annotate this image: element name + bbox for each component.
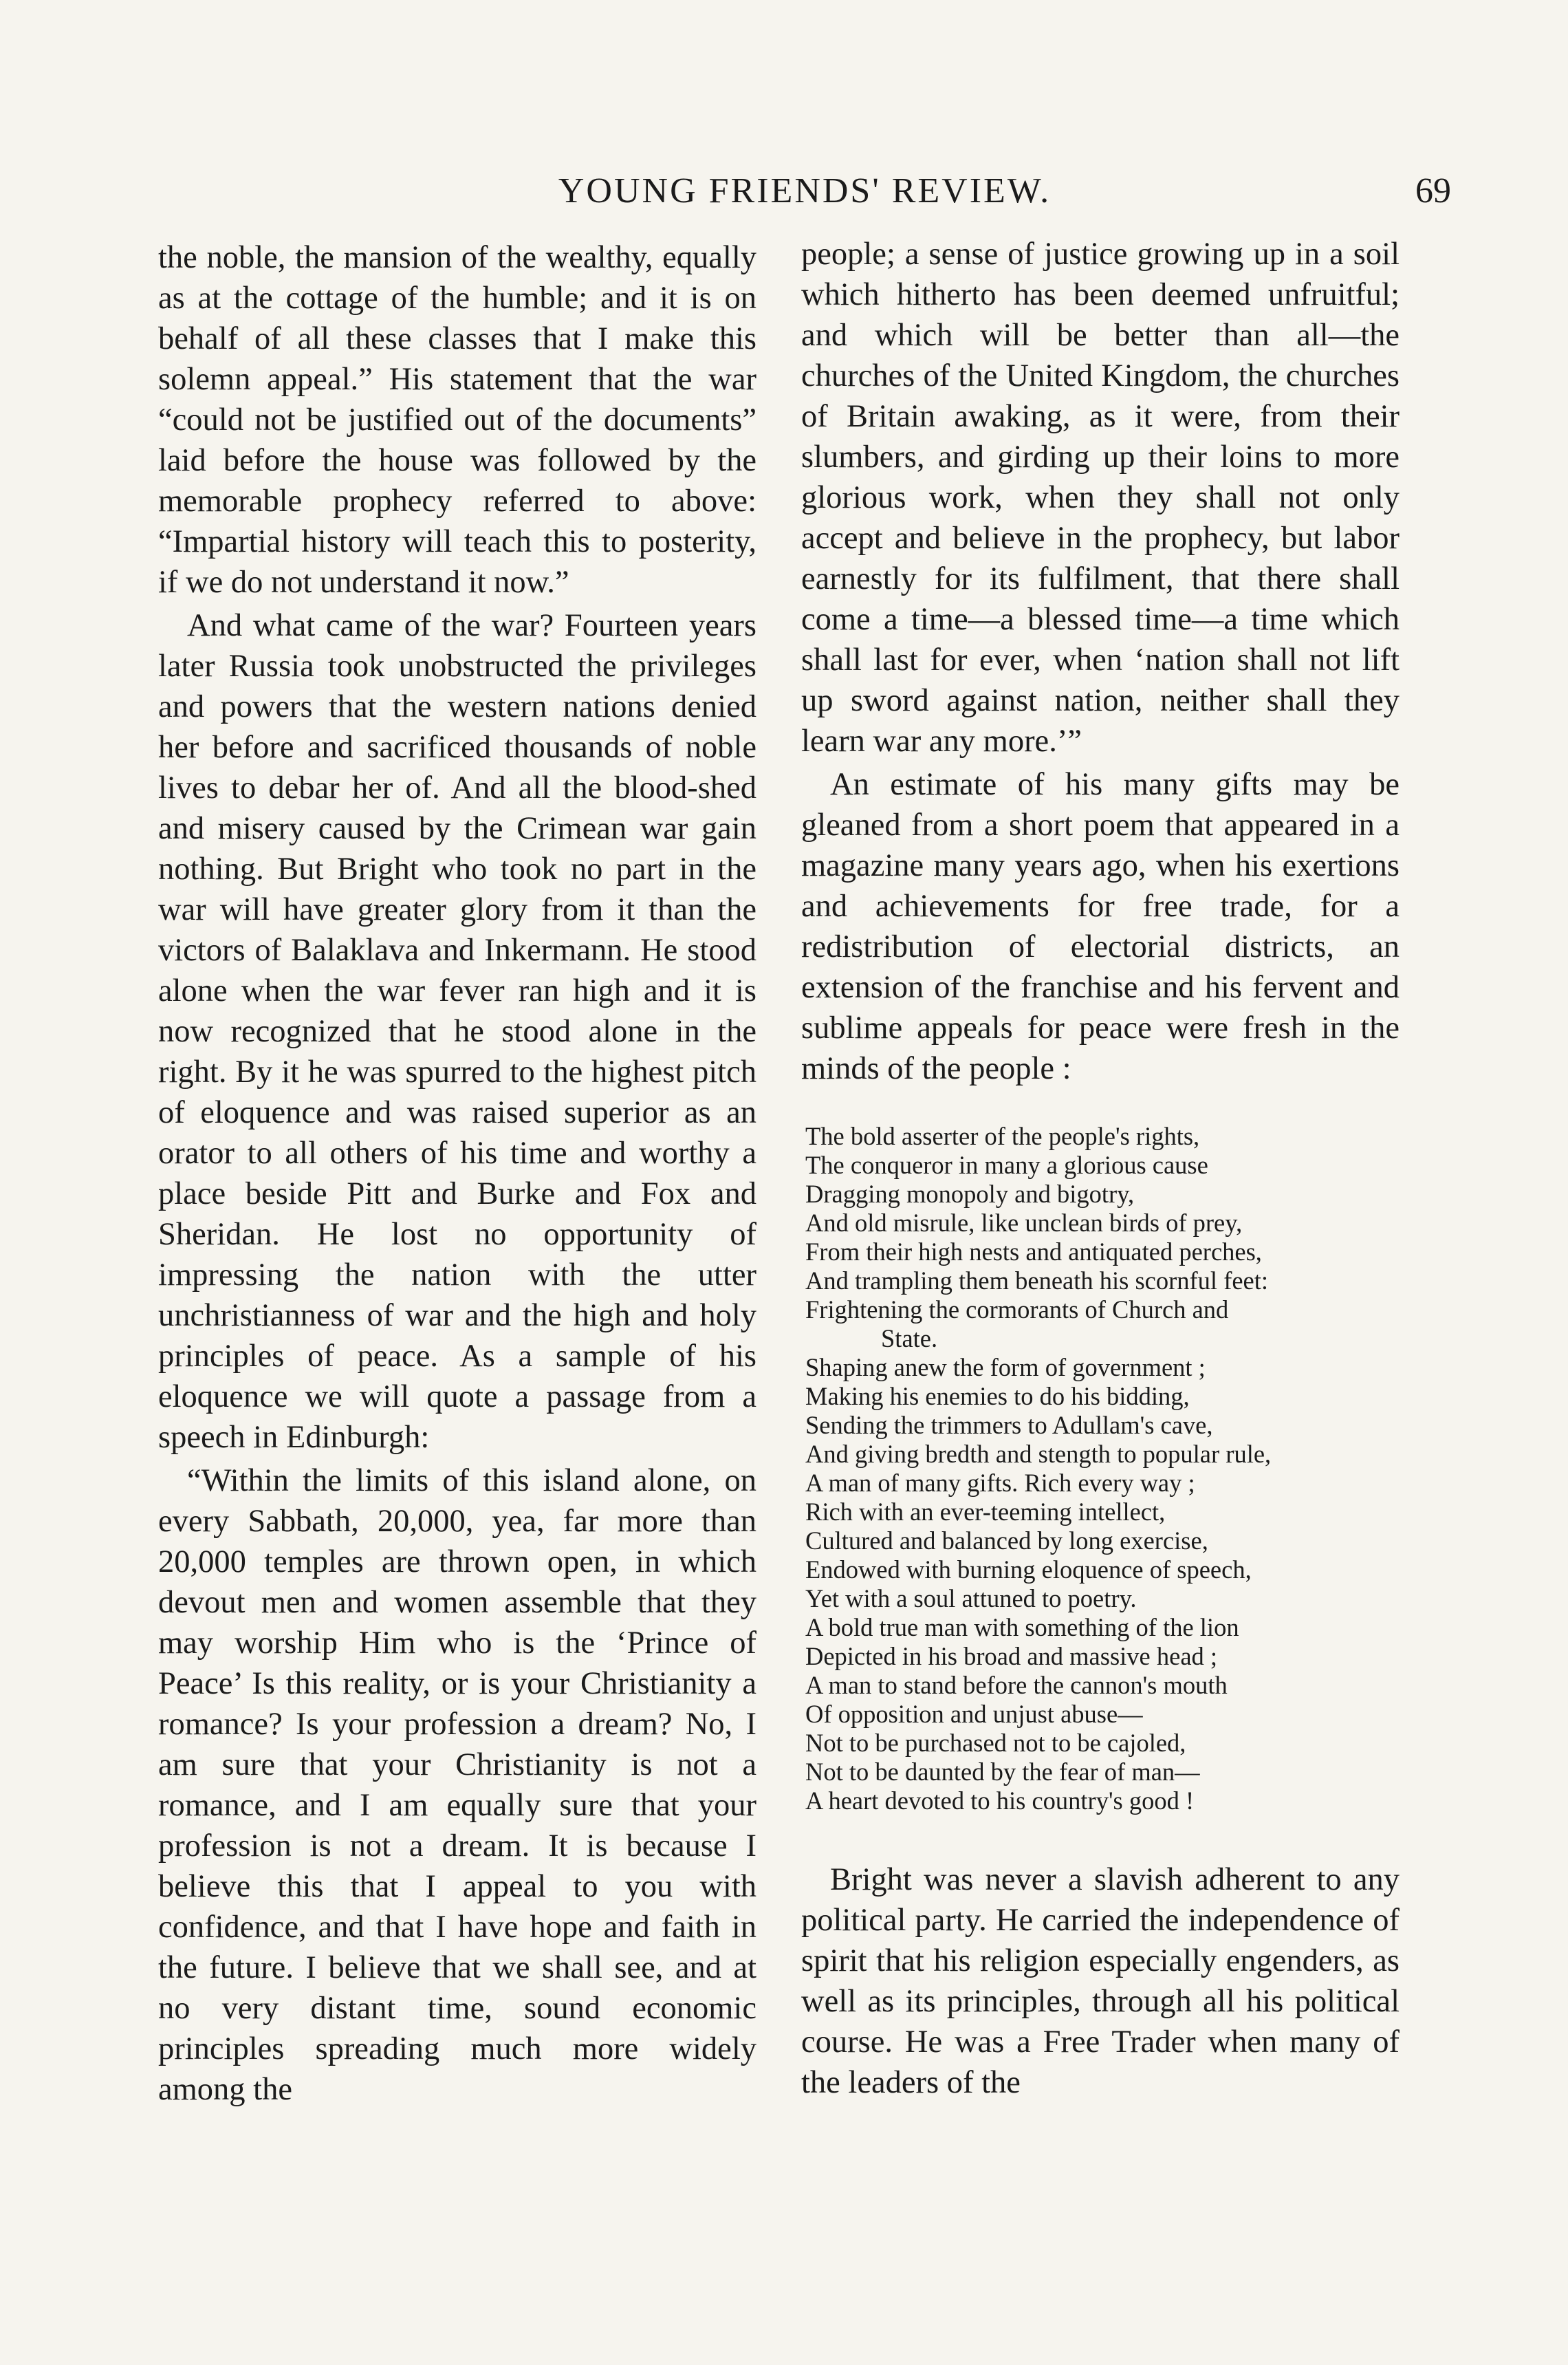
poem-line: State. <box>881 1324 938 1352</box>
poem-line: Yet with a soul attuned to poetry. <box>805 1584 1137 1612</box>
poem-line: Not to be daunted by the fear of man— <box>805 1758 1200 1786</box>
poem-line: The conqueror in many a glorious cause <box>805 1151 1208 1179</box>
poem-line: Frightening the cormorants of Church and <box>805 1295 1229 1324</box>
running-head <box>158 164 1451 219</box>
poem-line: And trampling them beneath his scornful feet: <box>805 1266 1269 1295</box>
poem-line: A man of many gifts. Rich every way ; <box>805 1469 1195 1497</box>
page-number: 69 <box>1415 171 1451 210</box>
poem-line: A heart devoted to his country's good ! <box>805 1786 1195 1815</box>
poem-line: A bold true man with something of the lion <box>805 1613 1239 1641</box>
right-column <box>801 234 1400 2103</box>
poem-line: Shaping anew the form of government ; <box>805 1353 1206 1381</box>
poem-line: Depicted in his broad and massive head ; <box>805 1642 1218 1670</box>
poem-line: Endowed with burning eloquence of speech, <box>805 1555 1252 1584</box>
paragraph: people; a sense of justice growing up in a soil which hitherto has been deemed unfruitful; and which will be better than all—the churches of the United Kingdom, the churches of Britain awaking, as it were, from their slumbers, and girding up their loins to more glorious work, when they shall not only accept and believe in the prophecy, but labor earnestly for its fulfilment, that there shall come a time—a blessed time—a time which shall last for ever, when ‘nation shall not lift up sword against nation, neither shall they learn war any more.’” <box>801 237 1400 759</box>
poem-line: Cultured and balanced by long exercise, <box>805 1526 1208 1555</box>
paragraph: the noble, the mansion of the wealthy, equally as at the cottage of the humble; and it is on behalf of all these classes that I make this solemn appeal.” His statement that the war “could not be justified out of the documents” laid before the house was followed by the memorable prophecy referred to above: “Impartial history will teach this to posterity, if we do not understand it now.” <box>158 240 756 600</box>
poem-line: From their high nests and antiquated perches, <box>805 1238 1262 1266</box>
poem-line: Making his enemies to do his bidding, <box>805 1382 1190 1410</box>
paragraph: And what came of the war? Fourteen years later Russia took unobstructed the privileges and powers that the western nations denied her before and sacrificed thousands of noble lives to debar her of. And all the blood-shed and misery caused by the Crimean war gain nothing. But Bright who took no part in the war will have greater glory from it than the victors of Balaklava and Inkermann. He stood alone when the war fever ran high and it is now recognized that he stood alone in the right. By it he was spurred to the highest pitch of eloquence and was raised superior as an orator to all others of his time and worthy a place beside Pitt and Burke and Fox and Sheridan. He lost no opportunity of impressing the nation with the utter unchristianness of war and the high and holy principles of peace. As a sample of his eloquence we will quote a passage from a speech in Edinburgh: <box>158 608 756 1455</box>
poem <box>805 1122 1400 1815</box>
quotation-paragraph: “Within the limits of this island alone, on every Sabbath, 20,000, yea, far more than 20,000 temples are thrown open, in which devout men and women assemble that they may worship Him who is the ‘Prince of Peace’ Is this reality, or is your Christianity a romance? Is your profession a dream? No, I am sure that your Christianity is not a romance, and I am equally sure that your profession is not a dream. It is because I believe this that I appeal to you with confidence, and that I have hope and faith in the future. I believe that we shall see, and at no very distant time, sound economic principles spreading much more widely among the <box>158 1463 756 2107</box>
poem-line: A man to stand before the cannon's mouth <box>805 1671 1228 1699</box>
poem-line: And giving bredth and stength to popular rule, <box>805 1440 1272 1468</box>
poem-line: The bold asserter of the people's rights, <box>805 1122 1200 1150</box>
poem-line: Rich with an ever-teeming intellect, <box>805 1498 1166 1526</box>
running-title: YOUNG FRIENDS' REVIEW. <box>558 171 1052 210</box>
poem-line: Dragging monopoly and bigotry, <box>805 1180 1135 1208</box>
poem-line: Of opposition and unjust abuse— <box>805 1700 1143 1728</box>
poem-line: And old misrule, like unclean birds of prey, <box>805 1209 1243 1237</box>
left-column <box>158 237 756 2110</box>
poem-line: Sending the trimmers to Adullam's cave, <box>805 1411 1213 1439</box>
paragraph: An estimate of his many gifts may be gleaned from a short poem that appeared in a magazine many years ago, when his exertions and achievements for free trade, for a redistribution of electorial districts, an extension of the franchise and his fervent and sublime appeals for peace were fresh in the minds of the people : <box>801 767 1400 1086</box>
poem-line: Not to be purchased not to be cajoled, <box>805 1729 1186 1757</box>
paragraph: Bright was never a slavish adherent to any political party. He carried the independence of spirit that his religion especially engenders, as well as its principles, through all his political course. He was a Free Trader when many of the leaders of the <box>801 1862 1400 2100</box>
